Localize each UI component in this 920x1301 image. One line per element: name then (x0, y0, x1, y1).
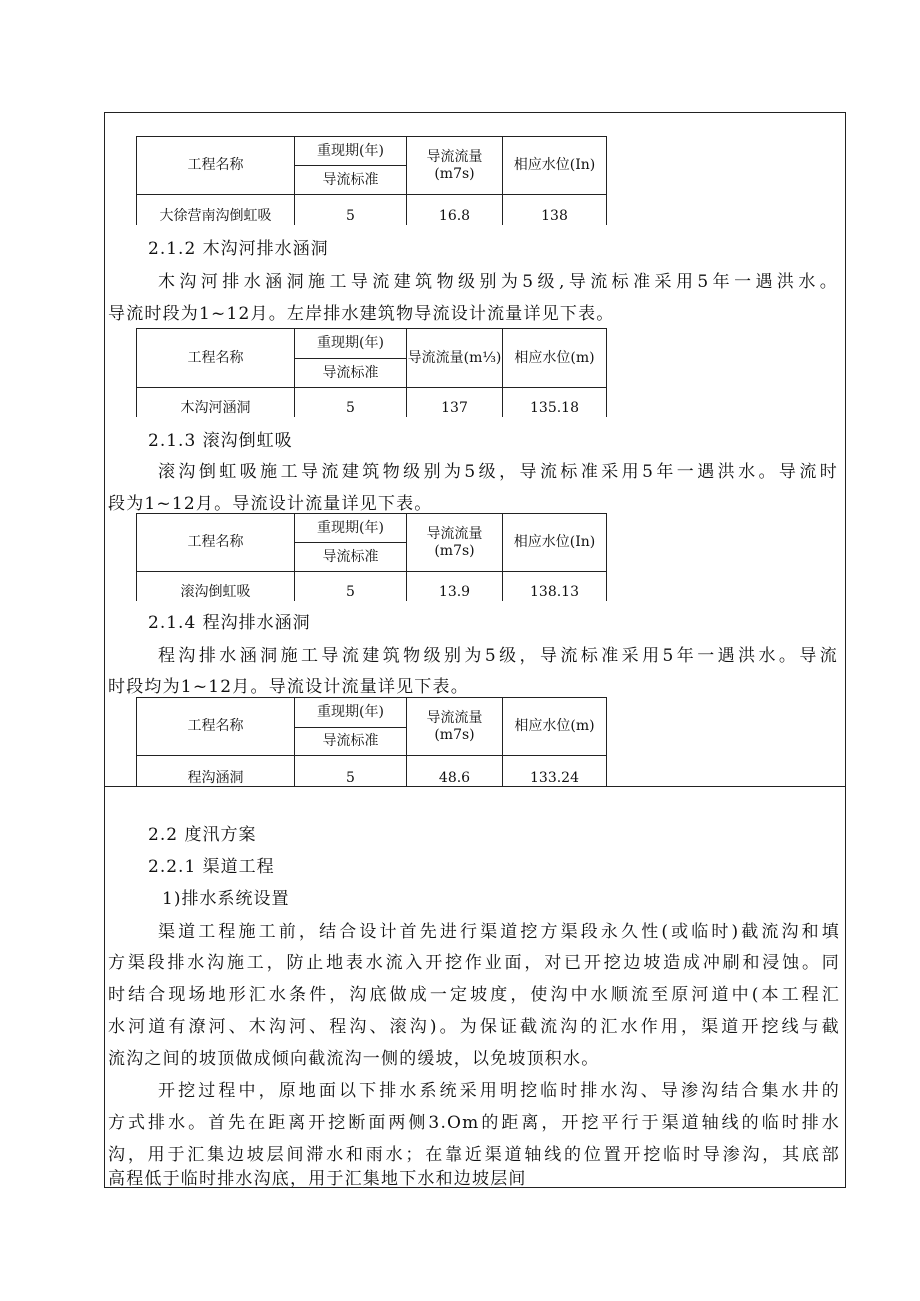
header-name: 工程名称 (137, 698, 295, 756)
header-level: 相应水位(In) (503, 137, 607, 195)
header-flow-line2: (m7s) (434, 165, 475, 182)
para-2-line: 方式排水。首先在距离开挖断面两侧3.Om的距离，开挖平行于渠道轴线的临时排水 (108, 1113, 840, 1133)
header-standard: 导流标准 (295, 359, 407, 388)
para-1-line: 渠道工程施工前，结合设计首先进行渠道挖方渠段永久性(或临时)截流沟和填 (158, 922, 840, 942)
row-level: 138 (503, 195, 607, 225)
header-standard: 导流标准 (295, 166, 407, 195)
header-level: 相应水位(m) (503, 329, 607, 388)
header-flow-line1: 导流流量 (426, 149, 483, 166)
row-name: 滚沟倒虹吸 (137, 572, 295, 601)
row-name: 木沟河涵洞 (137, 388, 295, 417)
heading-2-1-4: 2.1.4 程沟排水涵洞 (148, 613, 311, 633)
row-flow: 16.8 (407, 195, 503, 225)
para-2-line: 开挖过程中，原地面以下排水系统采用明挖临时排水沟、导渗沟结合集水井的 (158, 1081, 840, 1101)
row-standard: 5 (295, 388, 407, 417)
flow-table-3 (136, 513, 607, 601)
para-2-line: 高程低于临时排水沟底，用于汇集地下水和边坡层间 (108, 1169, 527, 1189)
flow-table-2 (136, 328, 607, 417)
header-flow (407, 514, 503, 572)
header-name: 工程名称 (137, 137, 295, 195)
header-flow (407, 137, 503, 195)
header-flow (407, 329, 503, 388)
para-2-1-2-line1: 木沟河排水涵洞施工导流建筑物级别为5级,导流标准采用5年一遇洪水。 (158, 272, 838, 292)
para-2-1-2-line2: 导流时段为1~12月。左岸排水建筑物导流设计流量详见下表。 (108, 304, 615, 324)
header-standard: 导流标准 (295, 543, 407, 572)
heading-2-2-1: 2.2.1 渠道工程 (148, 857, 275, 877)
header-name: 工程名称 (137, 514, 295, 572)
header-level: 相应水位(m) (503, 698, 607, 756)
heading-2-1-3: 2.1.3 滚沟倒虹吸 (148, 431, 293, 451)
flow-table-4 (136, 697, 607, 787)
heading-2-1-2: 2.1.2 木沟河排水涵洞 (148, 239, 329, 259)
header-flow-line2: (m7s) (434, 542, 475, 559)
header-period: 重现期(年) (295, 698, 407, 728)
row-flow: 48.6 (407, 756, 503, 787)
para-2-1-3-line1: 滚沟倒虹吸施工导流建筑物级别为5级，导流标准采用5年一遇洪水。导流时 (158, 462, 838, 482)
header-flow-line1: 导流流量(m⅓) (407, 349, 502, 366)
row-name: 大徐营南沟倒虹吸 (137, 195, 295, 225)
para-1-line: 水河道有潦河、木沟河、程沟、滚沟)。为保证截流沟的汇水作用，渠道开挖线与截 (108, 1017, 840, 1037)
header-level: 相应水位(In) (503, 514, 607, 572)
row-standard: 5 (295, 756, 407, 787)
para-1-line: 方渠段排水沟施工，防止地表水流入开挖作业面，对已开挖边坡造成冲刷和浸蚀。同 (108, 953, 840, 973)
para-2-1-4-line1: 程沟排水涵洞施工导流建筑物级别为5级，导流标准采用5年一遇洪水。导流 (158, 646, 838, 666)
row-standard: 5 (295, 572, 407, 601)
para-2-1-3-line2: 段为1~12月。导流设计流量详见下表。 (108, 494, 433, 514)
row-level: 138.13 (503, 572, 607, 601)
row-flow: 137 (407, 388, 503, 417)
row-standard: 5 (295, 195, 407, 225)
para-1-line: 时结合现场地形汇水条件，沟底做成一定坡度，使沟中水顺流至原河道中(本工程汇 (108, 985, 840, 1005)
header-flow (407, 698, 503, 756)
heading-2-2: 2.2 度汛方案 (148, 825, 257, 845)
row-level: 133.24 (503, 756, 607, 787)
header-period: 重现期(年) (295, 514, 407, 543)
header-flow-line1: 导流流量 (426, 526, 483, 543)
para-1-line: 流沟之间的坡顶做成倾向截流沟一侧的缓坡，以免坡顶积水。 (108, 1049, 600, 1069)
header-standard: 导流标准 (295, 728, 407, 756)
para-2-line: 沟，用于汇集边坡层间滞水和雨水；在靠近渠道轴线的位置开挖临时导渗沟，其底部 (108, 1145, 840, 1165)
header-name: 工程名称 (137, 329, 295, 388)
heading-item-1: 1)排水系统设置 (162, 889, 290, 909)
row-level: 135.18 (503, 388, 607, 417)
para-2-1-4-line2: 时段均为1~12月。导流设计流量详见下表。 (108, 677, 469, 697)
row-name: 程沟涵洞 (137, 756, 295, 787)
header-flow-line2: (m7s) (434, 726, 475, 743)
row-flow: 13.9 (407, 572, 503, 601)
flow-table-1 (136, 136, 607, 225)
header-flow-line1: 导流流量 (426, 710, 483, 727)
header-period: 重现期(年) (295, 137, 407, 166)
header-period: 重现期(年) (295, 329, 407, 359)
